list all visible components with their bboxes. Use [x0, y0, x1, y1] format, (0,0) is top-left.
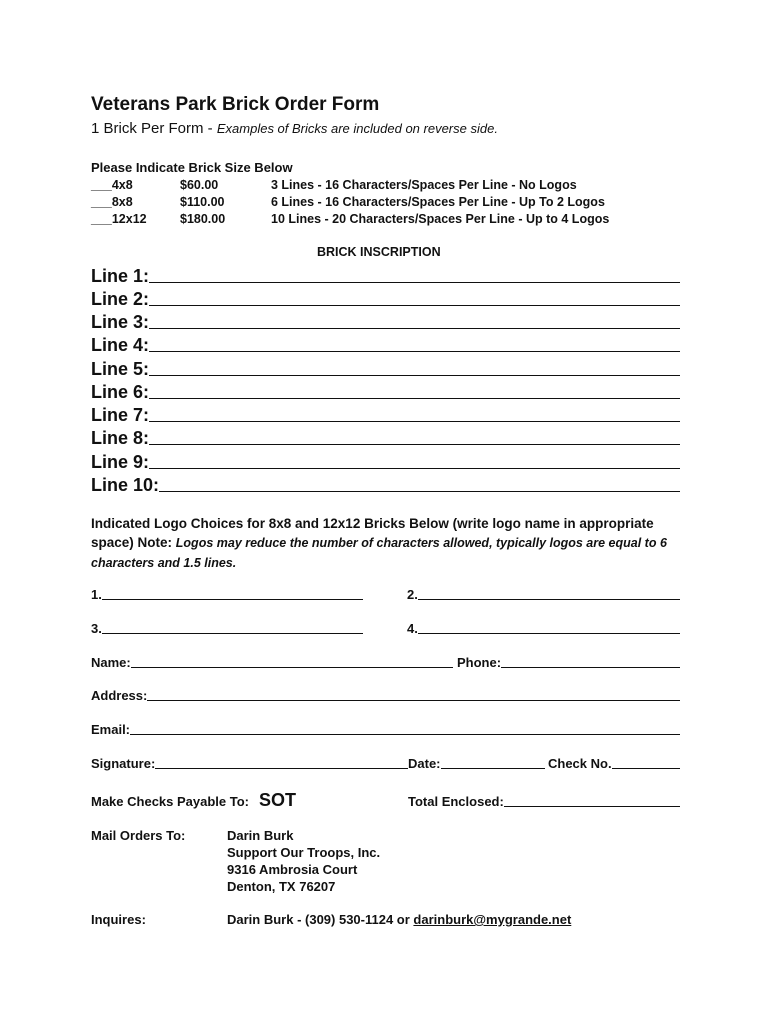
line-input[interactable] [149, 398, 680, 399]
address-input[interactable] [147, 700, 680, 701]
address-label: Address: [91, 688, 148, 703]
date-input[interactable] [441, 768, 545, 769]
line-input[interactable] [149, 351, 680, 352]
inscription-line-9[interactable] [91, 449, 680, 472]
line-label: Line 7: [91, 405, 150, 425]
line-label: Line 10: [91, 475, 160, 495]
inscription-line-3[interactable] [91, 309, 680, 332]
mail-orders-label: Mail Orders To: [91, 828, 186, 843]
email-field[interactable] [91, 720, 680, 738]
check-number-label: Check No. [548, 756, 612, 771]
line-input[interactable] [149, 328, 680, 329]
mail-address-line: 9316 Ambrosia Court [227, 862, 358, 877]
mail-address-line: Darin Burk [227, 828, 294, 843]
size-choice[interactable]: ___4x8 [91, 178, 133, 192]
inscription-line-4[interactable] [91, 332, 680, 355]
size-price: $110.00 [180, 195, 225, 209]
logo-slot-input[interactable] [102, 633, 363, 634]
logo-slot-4[interactable] [407, 619, 680, 637]
line-input[interactable] [149, 468, 680, 469]
signature-label: Signature: [91, 756, 156, 771]
mail-address-line: Support Our Troops, Inc. [227, 845, 381, 860]
logo-slot-1[interactable] [91, 585, 363, 603]
size-price: $180.00 [180, 212, 226, 226]
size-description: 6 Lines - 16 Characters/Spaces Per Line - Up To 2 Logos [271, 195, 605, 209]
line-input[interactable] [149, 421, 680, 422]
name-field[interactable] [91, 653, 453, 671]
name-label: Name: [91, 655, 131, 670]
size-choice[interactable]: ___8x8 [91, 195, 133, 209]
check-number-input[interactable] [612, 768, 680, 769]
checks-payable [91, 789, 296, 811]
total-enclosed-label: Total Enclosed: [408, 794, 504, 809]
check-number-field[interactable] [548, 754, 680, 772]
logo-slot-label: 4. [407, 621, 418, 636]
inscription-line-1[interactable] [91, 263, 680, 286]
logo-slot-input[interactable] [418, 599, 680, 600]
address-field[interactable] [91, 686, 680, 704]
inscription-line-2[interactable] [91, 286, 680, 309]
line-label: Line 5: [91, 359, 150, 379]
inscription-line-10[interactable] [91, 472, 680, 495]
email-input[interactable] [130, 734, 680, 735]
total-enclosed-input[interactable] [504, 806, 680, 807]
size-description: 3 Lines - 16 Characters/Spaces Per Line - No Logos [271, 178, 577, 192]
payable-value: SOT [259, 790, 297, 810]
inquiries-label: Inquires: [91, 912, 146, 927]
inscription-line-6[interactable] [91, 379, 680, 402]
line-label: Line 4: [91, 335, 150, 355]
line-input[interactable] [149, 282, 680, 283]
line-label: Line 6: [91, 382, 150, 402]
logo-note-text: Indicated Logo Choices for 8x8 and 12x12 Bricks Below (write logo name in appropriate space) Note: [91, 516, 654, 550]
line-label: Line 3: [91, 312, 150, 332]
size-price: $60.00 [180, 178, 219, 192]
inscription-heading: BRICK INSCRIPTION [317, 245, 441, 259]
inquiries-text: Darin Burk - (309) 530-1124 or [227, 912, 414, 927]
line-input[interactable] [149, 305, 680, 306]
logo-slot-input[interactable] [102, 599, 363, 600]
phone-input[interactable] [501, 667, 680, 668]
total-enclosed-field[interactable] [408, 792, 680, 810]
subtitle-note: Examples of Bricks are included on reverse side. [216, 121, 498, 136]
line-input[interactable] [159, 491, 680, 492]
inquiries-contact [227, 911, 571, 928]
signature-input[interactable] [155, 768, 408, 769]
line-label: Line 9: [91, 452, 150, 472]
logo-slot-label: 1. [91, 587, 102, 602]
logo-slot-label: 3. [91, 621, 102, 636]
logo-slot-input[interactable] [418, 633, 680, 634]
logo-choices-note [91, 514, 691, 573]
brick-size-heading: Please Indicate Brick Size Below [91, 160, 293, 175]
inscription-line-7[interactable] [91, 402, 680, 425]
date-field[interactable] [408, 754, 545, 772]
mail-address-line: Denton, TX 76207 [227, 879, 336, 894]
logo-slot-label: 2. [407, 587, 418, 602]
logo-slot-3[interactable] [91, 619, 363, 637]
line-input[interactable] [149, 375, 680, 376]
logo-slot-2[interactable] [407, 585, 680, 603]
form-subtitle [91, 120, 498, 137]
inscription-line-5[interactable] [91, 356, 680, 379]
name-input[interactable] [131, 667, 453, 668]
payable-label: Make Checks Payable To: [91, 794, 249, 809]
phone-label: Phone: [457, 655, 502, 670]
size-description: 10 Lines - 20 Characters/Spaces Per Line - Up to 4 Logos [271, 212, 610, 226]
inscription-line-8[interactable] [91, 425, 680, 448]
line-label: Line 2: [91, 289, 150, 309]
line-input[interactable] [149, 444, 680, 445]
line-label: Line 8: [91, 428, 150, 448]
email-label: Email: [91, 722, 131, 737]
logo-note-italic: Logos may reduce the number of characters allowed, typically logos are equal to 6 characters and 1.5 lines. [91, 536, 667, 570]
inquiries-email-link[interactable]: darinburk@mygrande.net [413, 912, 572, 927]
size-choice[interactable]: ___12x12 [91, 212, 147, 226]
signature-field[interactable] [91, 754, 408, 772]
form-title: Veterans Park Brick Order Form [91, 94, 380, 115]
subtitle-main: 1 Brick Per Form - [91, 120, 217, 137]
phone-field[interactable] [457, 653, 680, 671]
date-label: Date: [408, 756, 441, 771]
line-label: Line 1: [91, 266, 150, 286]
